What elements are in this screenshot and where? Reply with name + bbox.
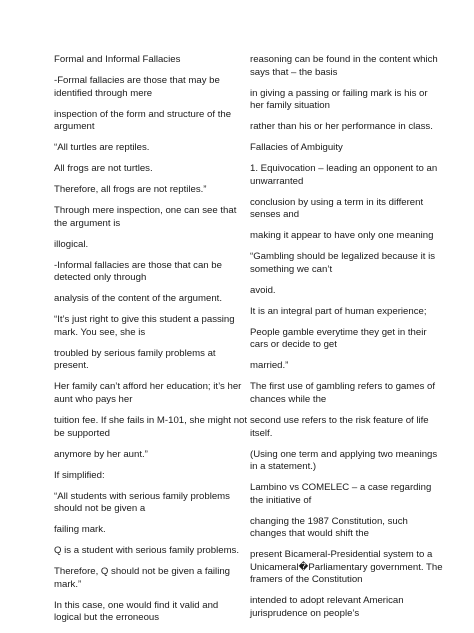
paragraph: (Using one term and applying two meanings in a statement.)	[250, 448, 438, 473]
paragraph: Fallacies of Ambiguity	[250, 142, 343, 154]
paragraph: People gamble everytime they get in their cars or decide to get	[250, 326, 427, 351]
paragraph: rather than his or her performance in class.	[250, 121, 433, 133]
paragraph: illogical.	[54, 238, 89, 250]
paragraph: avoid.	[250, 284, 276, 296]
right-column	[250, 54, 444, 629]
paragraph: All frogs are not turtles.	[54, 163, 153, 175]
paragraph: “Gambling should be legalized because it is something we can’t	[250, 251, 436, 275]
paragraph: If simplified:	[54, 469, 105, 481]
paragraph: Through mere inspection, one can see that the argument is	[54, 205, 237, 229]
paragraph: failing mark.	[54, 524, 106, 536]
paragraph: second use refers to the risk feature of life itself.	[250, 414, 429, 439]
paragraph: troubled by serious family problems at present.	[54, 347, 216, 372]
paragraph: present Bicameral-Presidential system to a Unicameral�Parliamentary government. The framers of the Constitution	[250, 549, 443, 586]
paragraph: In this case, one would find it valid and logical but the erroneous	[54, 599, 219, 624]
paragraph: in giving a passing or failing mark is his or her family situation	[250, 87, 428, 112]
paragraph: Her family can’t afford her education; it’s her aunt who pays her	[54, 381, 242, 405]
paragraph: analysis of the content of the argument.	[54, 293, 222, 305]
paragraph: Lambino vs COMELEC – a case regarding the initiative of	[250, 482, 432, 506]
paragraph: Therefore, Q should not be given a failing mark.”	[54, 566, 230, 590]
paragraph: anymore by her aunt.”	[54, 448, 148, 460]
paragraph: changing the 1987 Constitution, such changes that would shift the	[250, 515, 408, 540]
paragraph: Q is a student with serious family problems.	[54, 545, 240, 557]
paragraph: tuition fee. If she fails in M-101, she might not be supported	[54, 414, 248, 439]
paragraph: “All turtles are reptiles.	[54, 142, 150, 154]
paragraph: Therefore, all frogs are not reptiles.”	[54, 184, 207, 196]
paragraph: intended to adopt relevant American jurisprudence on people’s	[250, 595, 404, 620]
paragraph: “It’s just right to give this student a passing mark. You see, she is	[54, 314, 235, 338]
paragraph: The first use of gambling refers to games of chances while the	[250, 381, 436, 405]
paragraph: 1. Equivocation – leading an opponent to an unwarranted	[250, 163, 438, 187]
paragraph: married.”	[250, 360, 289, 372]
paragraph: inspection of the form and structure of the argument	[54, 108, 232, 133]
paragraph: reasoning can be found in the content which says that – the basis	[250, 54, 438, 78]
paragraph: -Informal fallacies are those that can be detected only through	[54, 259, 222, 284]
paragraph: -Formal fallacies are those that may be identified through mere	[54, 74, 220, 99]
paragraph: Formal and Informal Fallacies	[54, 54, 181, 65]
paragraph: “All students with serious family problems should not be given a	[54, 490, 230, 515]
left-column	[54, 54, 248, 633]
paragraph: making it appear to have only one meaning	[250, 230, 434, 242]
paragraph: conclusion by using a term in its different senses and	[250, 196, 424, 221]
paragraph: It is an integral part of human experience;	[250, 305, 427, 317]
